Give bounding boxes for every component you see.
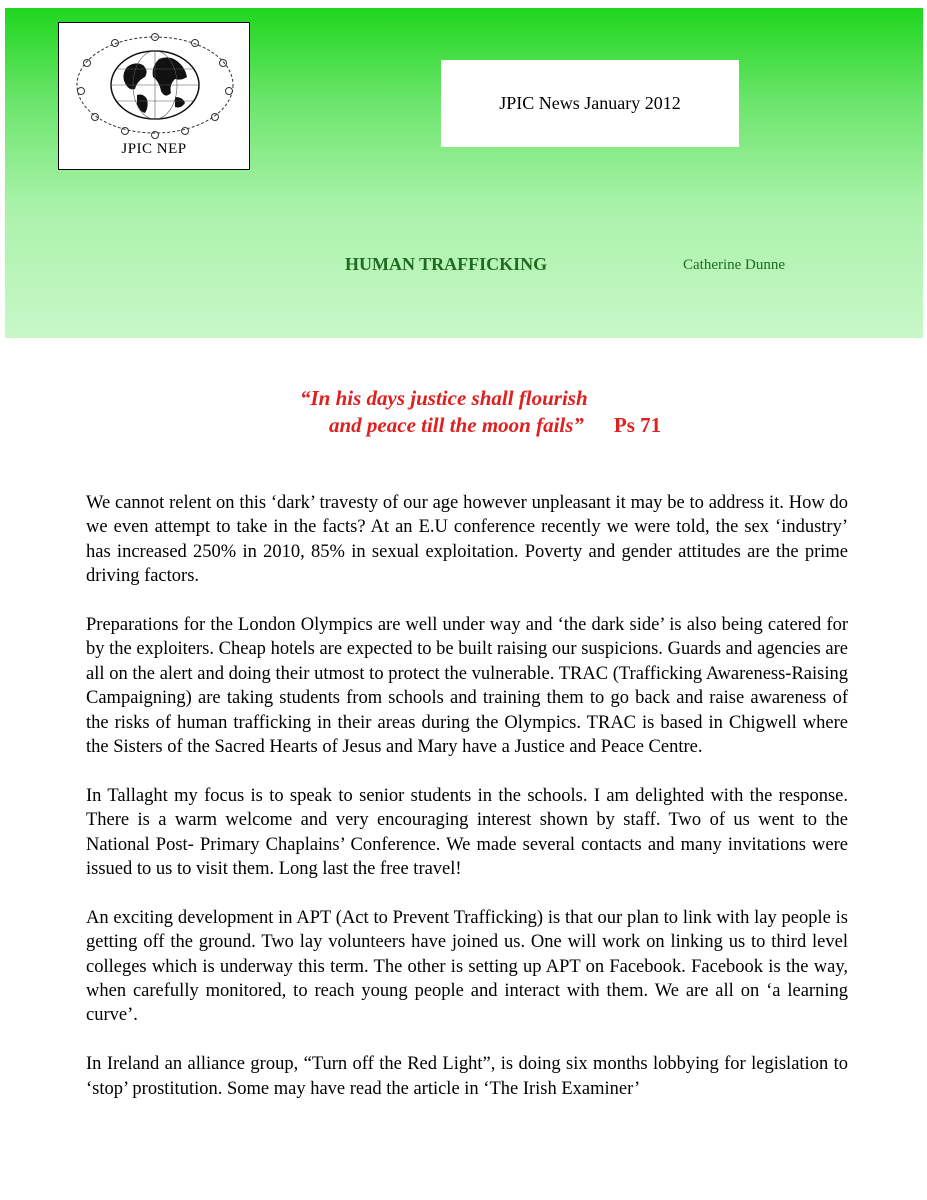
scripture-quote <box>300 385 661 439</box>
logo <box>58 22 250 170</box>
article-headline: HUMAN TRAFFICKING <box>345 254 548 274</box>
newsletter-title: JPIC News January 2012 <box>499 93 681 113</box>
logo-caption: JPIC NEP <box>121 141 187 157</box>
quote-line-2: and peace till the moon fails” <box>329 413 584 437</box>
paragraph: Preparations for the London Olympics are well under way and ‘the dark side’ is also being catered for by the exploiters. Cheap hotels are expected to be built raising our suspicions. Guards and agencies are all on the alert and doing their utmost to protect the vulnerable. TRAC (Trafficking Awareness-Raising Campaigning) are taking students from schools and training them to go back and raise awareness of the risks of human trafficking in their areas during the Olympics. TRAC is based in Chigwell where the Sisters of the Sacred Hearts of Jesus and Mary have a Justice and Peace Centre. <box>86 615 848 758</box>
paragraph: In Ireland an alliance group, “Turn off the Red Light”, is doing six months lobbying for legislation to ‘stop’ prostitution. Some may have read the article in ‘The Irish Examiner’ <box>86 1054 848 1099</box>
newsletter-title-box <box>441 60 739 147</box>
quote-line-2-wrapper <box>300 412 661 439</box>
paragraph: An exciting development in APT (Act to Prevent Trafficking) is that our plan to link with lay people is getting off the ground. Two lay volunteers have joined us. One will work on linking us to third level colleges which is underway this term. The other is setting up APT on Facebook. Facebook is the way, when carefully monitored, to reach young people and interact with them. We are all on ‘a learning curve’. <box>86 907 848 1026</box>
paragraph: In Tallaght my focus is to speak to senior students in the schools. I am delighted with the response. There is a warm welcome and very encouraging interest shown by staff. Two of us went to the National Post- Primary Chaplains’ Conference. We made several contacts and many invitations were issued to us to visit them. Long last the free travel! <box>86 785 848 880</box>
article-author: Catherine Dunne <box>683 257 786 273</box>
quote-line-1: “In his days justice shall flourish <box>300 386 588 410</box>
quote-reference: Ps 71 <box>613 413 662 437</box>
paragraph: We cannot relent on this ‘dark’ travesty of our age however unpleasant it may be to address it. How do we even attempt to take in the facts? At an E.U conference recently we were told, the sex ‘industry’ has increased 250% in 2010, 85% in sexual exploitation. Poverty and gender attitudes are the prime driving factors. <box>86 493 848 587</box>
article-body <box>86 491 848 1125</box>
globe-with-people-icon <box>67 29 243 141</box>
